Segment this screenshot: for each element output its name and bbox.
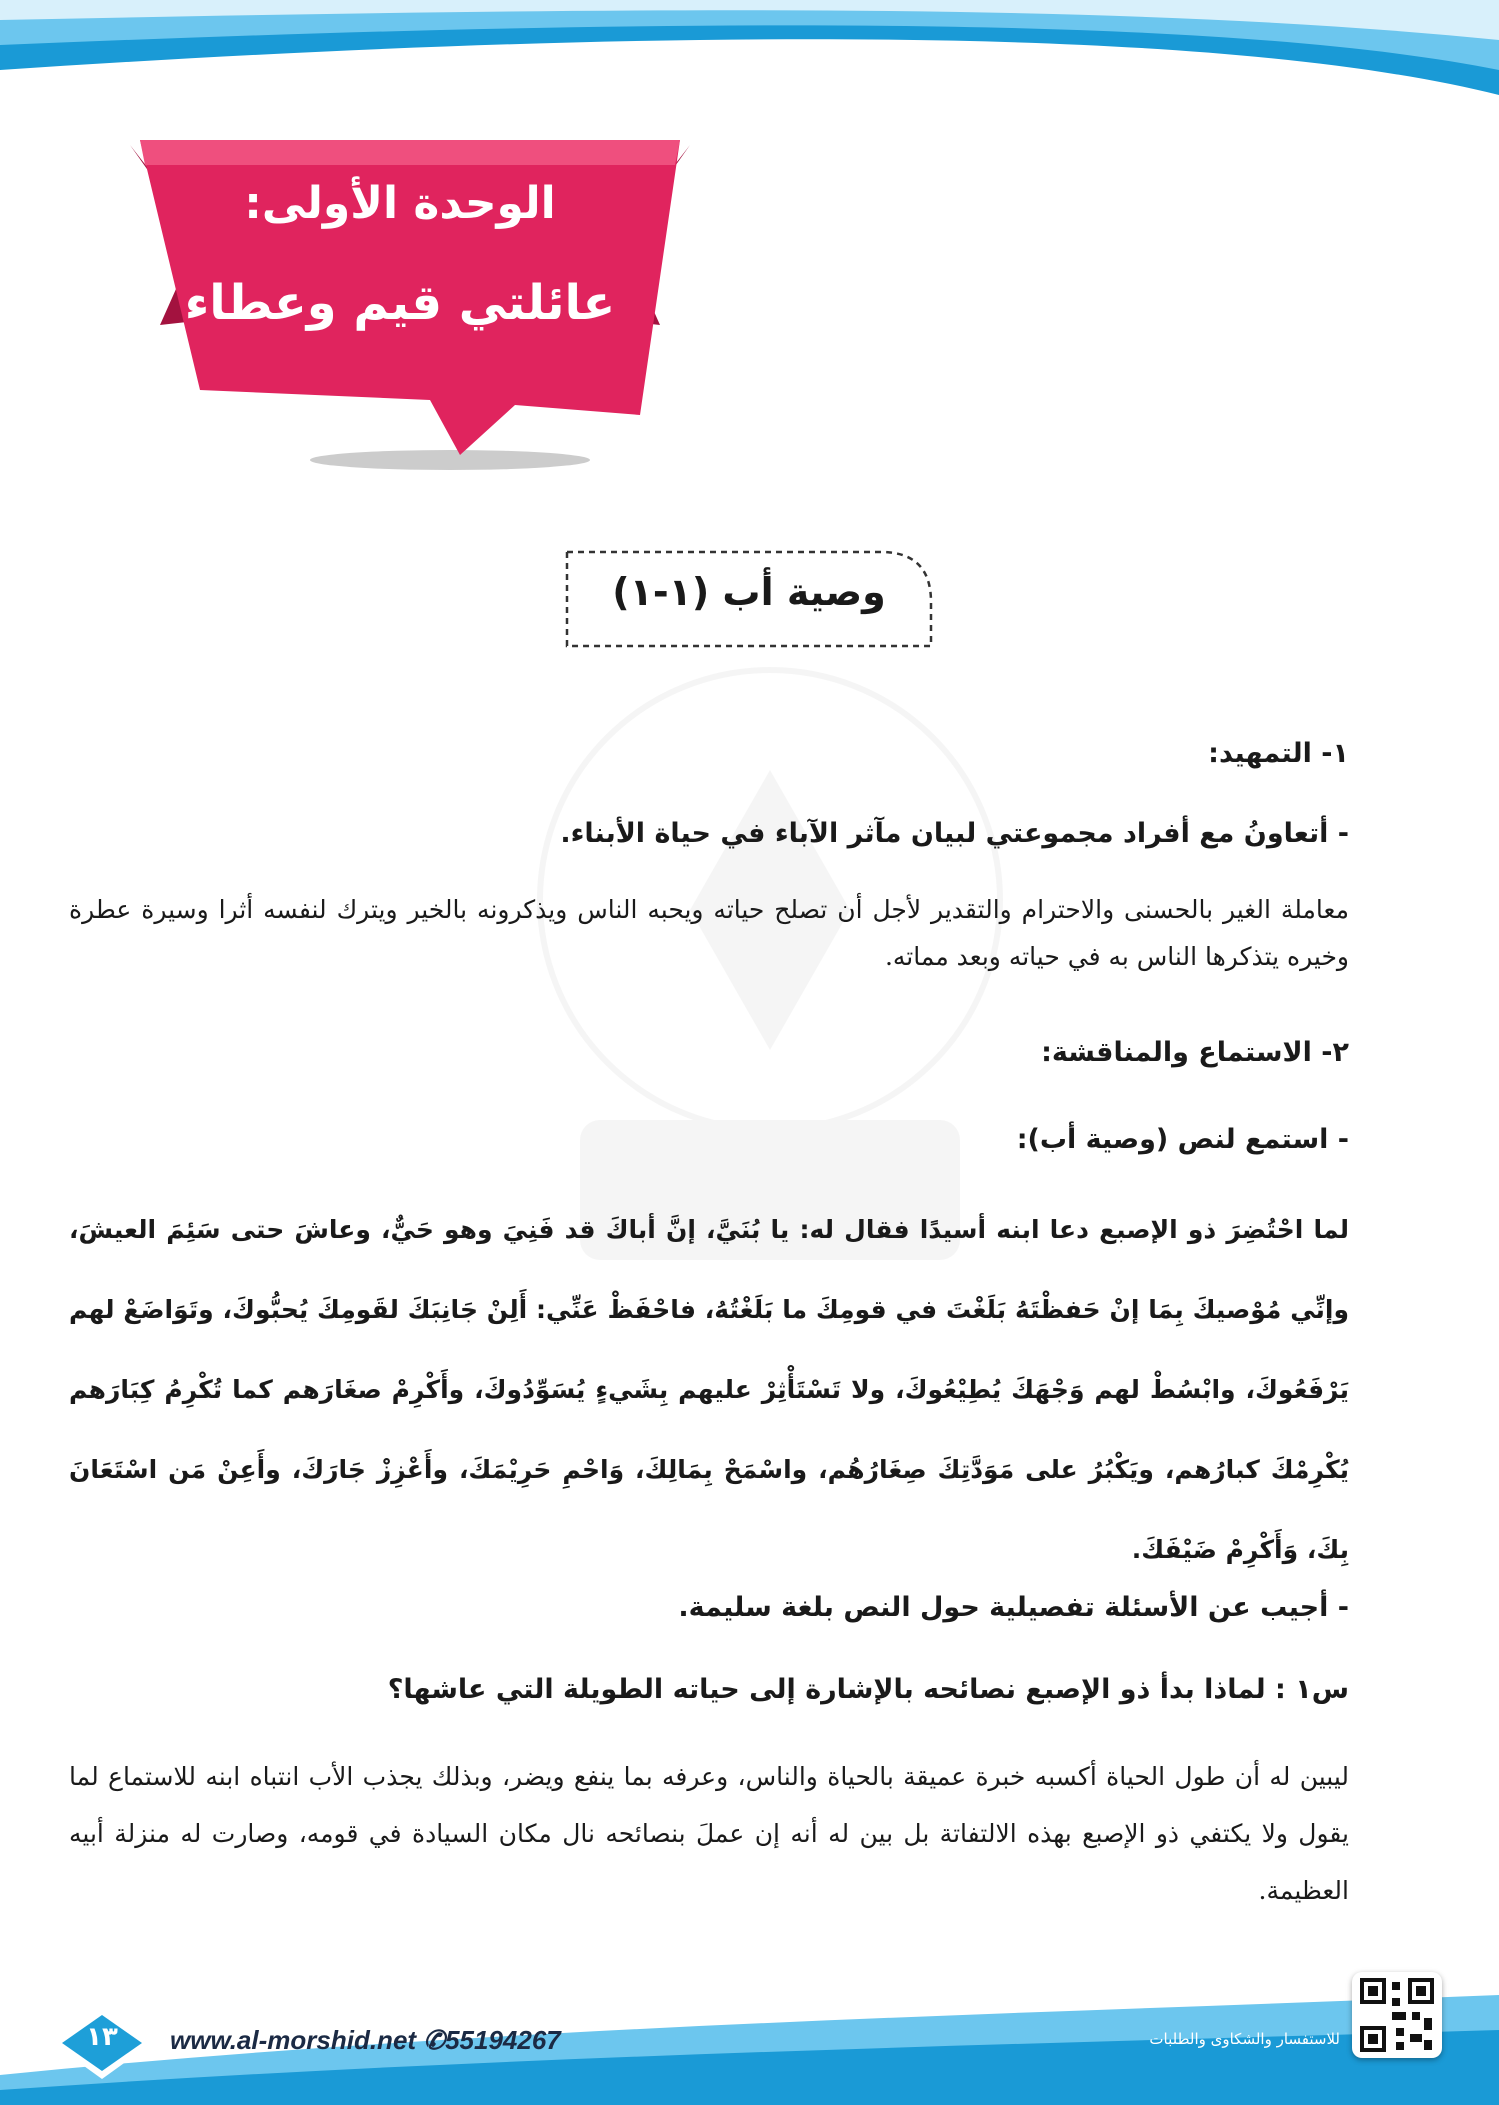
footer-contact[interactable]: www.al-morshid.net ✆55194267 [170, 2025, 561, 2055]
answer-1: ليبين له أن طول الحياة أكسبه خبرة عميقة بالحياة والناس، وعرفه بما ينفع ويضر، وبذلك يجذب الأب انتباه ابنه للاستماع لما يقول ولا يكتفي ذو الإصبع بهذه الالتفاتة بل بين له أنه إن عملَ بنصائحه نال مكان السيادة في قومه، وصارت له منزلة أبيه العظيمة. [69, 1762, 1349, 1905]
unit-subtitle: عائلتي قيم وعطاء [184, 275, 616, 331]
intro-task: - أتعاونُ مع أفراد مجموعتي لبيان مآثر الآباء في حياة الأبناء. [560, 818, 1349, 849]
intro-heading: ١- التمهيد: [1208, 738, 1349, 769]
listen-heading: ٢- الاستماع والمناقشة: [1041, 1037, 1349, 1068]
unit-title: الوحدة الأولى: [244, 178, 556, 229]
lesson-title: وصية أب (١-١) [612, 570, 886, 614]
question-1: س١ : لماذا بدأ ذو الإصبع نصائحه بالإشارة إلى حياته الطويلة التي عاشها؟ [387, 1674, 1349, 1705]
top-wave-banner [0, 0, 1499, 120]
quote-passage: لما احْتُضِرَ ذو الإصبع دعا ابنه أسيدًا فقال له: يا بُنَيَّ، إنَّ أباكَ قد فَنِيَ وهو حَيٌّ، وعاشَ حتى سَئِمَ العيشَ، وإنِّي مُوْصيكَ بِمَا إنْ حَفظْتَهُ بَلَغْتَ في قومِكَ ما بَلَغْتُهُ، فاحْفَظْ عَنِّي: أَلِنْ جَانِبَكَ لقَومِكَ يُحبُّوكَ، وتَوَاضَعْ لهم يَرْفَعُوكَ، وابْسُطْ لهم وَجْهَكَ يُطِيْعُوكَ، ولا تَسْتَأْثِرْ عليهم بِشَيءٍ يُسَوِّدُوكَ، وأَكْرِمْ صغَارَهم كما تُكْرِمُ كِبَارَهم يُكْرِمْكَ كبارُهم، ويَكْبُرُ على مَوَدَّتِكَ صِغَارُهُم، واسْمَحْ بِمَالِكَ، وَاحْمِ حَرِيْمَكَ، وأَعْزِزْ جَارَكَ، وأَعِنْ مَن اسْتَعَانَ بِكَ، وَأَكْرِمْ ضَيْفَكَ. [69, 1215, 1349, 1564]
answer-task: - أجيب عن الأسئلة تفصيلية حول النص بلغة سليمة. [678, 1592, 1349, 1623]
page-number: ١٣ [86, 2022, 118, 2052]
qr-code[interactable] [1352, 1972, 1442, 2058]
qr-caption: للاستفسار والشكاوى والطلبات [1149, 2030, 1340, 2048]
qr-code-icon [1352, 1972, 1442, 2058]
listen-task: - استمع لنص (وصية أب): [1016, 1124, 1349, 1155]
intro-answer: معاملة الغير بالحسنى والاحترام والتقدير لأجل أن تصلح حياته ويحبه الناس ويذكرونه بالخير ويترك لنفسه أثرا وسيرة عطرة وخيره يتذكرها الناس به في حياته وبعد مماته. [69, 895, 1349, 971]
